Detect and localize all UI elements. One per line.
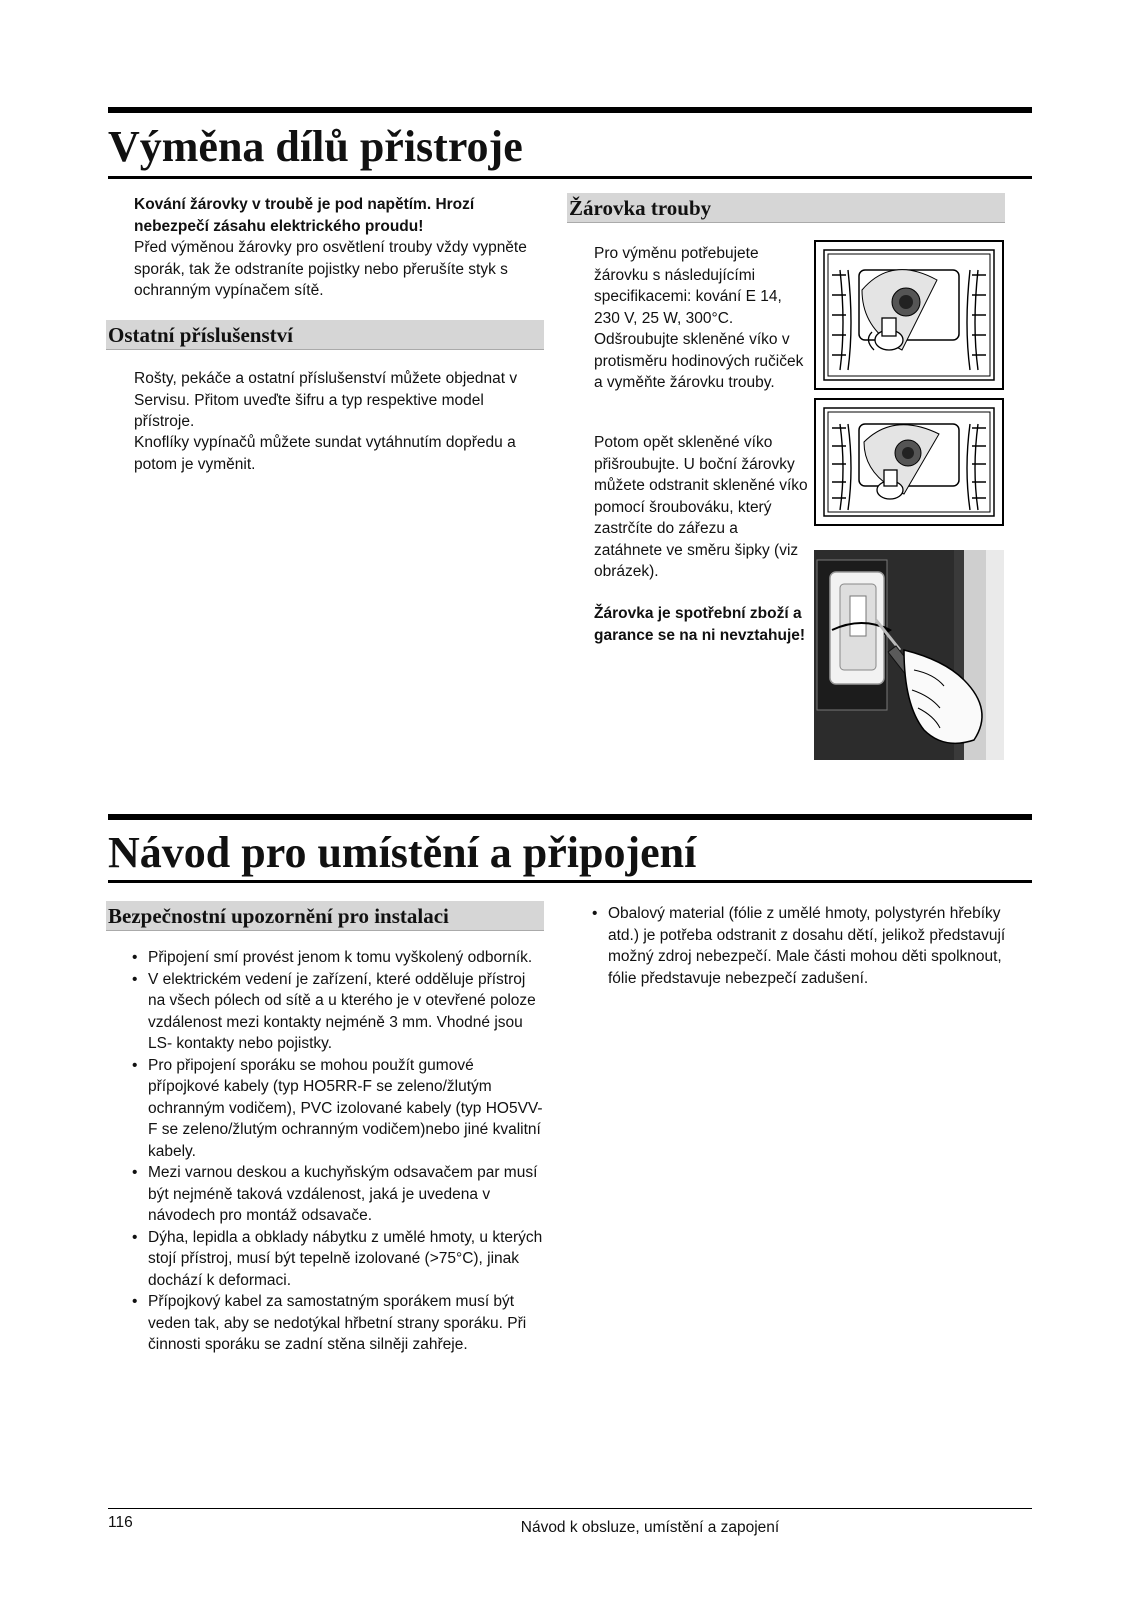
accessories-text-1: Rošty, pekáče a ostatní příslušenství můžete objednat v Servisu. Přitom uveďte šifru a typ respektive model přístroje. bbox=[134, 370, 518, 430]
list-item: • Mezi varnou deskou a kuchyňským odsavačem par musí být nejméně taková vzdálenost, jaká je uvedena v návodech pro montáž odsavače. bbox=[132, 1162, 544, 1227]
list-item: • V elektrickém vedení je zařízení, které odděluje přístroj na všech pólech od sítě a u kterého je v otevřené poloze vzdálenost mezi kontakty nejméně 3 mm. Vhodné jsou LS- kontakty nebo pojistky. bbox=[132, 969, 544, 1055]
oven-rear-bulb-illustration bbox=[814, 240, 1004, 390]
title-rule-bottom-2 bbox=[108, 880, 1032, 883]
list-item: • Přípojkový kabel za samostatným sporákem musí být veden tak, aby se nedotýkal hřbetní strany sporáku. Při činnosti sporáku se zadní stěna silněji zahřeje. bbox=[132, 1291, 544, 1356]
safety-list-right bbox=[592, 903, 1006, 989]
section-heading-accessories: Ostatní příslušenství bbox=[106, 320, 544, 350]
bulb-warning-text: Před výměnou žárovky pro osvětlení trouby vždy vypněte sporák, tak že odstraníte pojistky nebo přerušíte styk s ochranným vypínačem sítě. bbox=[134, 239, 527, 299]
page-title: Výměna dílů přistroje bbox=[108, 122, 523, 171]
bulb-instructions: Pro výměnu potřebujete žárovku s následujícími specifikacemi: kování E 14, 230 V, 25 W, 300°C. Odšroubujte skleněné víko v protisměru hodinových ručiček a vyměňte žárovku trouby. bbox=[594, 245, 804, 391]
accessories-text-2: Knoflíky vypínačů můžete sundat vytáhnutím dopředu a potom je vyměnit. bbox=[134, 434, 516, 473]
list-item: • Dýha, lepidla a obklady nábytku z umělé hmoty, u kterých stojí přístroj, musí být tepelně izolované (>75°C), jinak dochází k deformaci. bbox=[132, 1227, 544, 1292]
title-rule-top-2 bbox=[108, 814, 1032, 820]
safety-list bbox=[132, 947, 544, 1356]
title-rule-top bbox=[108, 107, 1032, 113]
bulb-guarantee-note: Žárovka je spotřební zboží a garance se na ni nevztahuje! bbox=[594, 605, 806, 644]
oven-side-bulb-illustration bbox=[814, 398, 1004, 526]
page-number: 116 bbox=[108, 1514, 133, 1531]
bulb-instructions-2: Potom opět skleněné víko přišroubujte. U boční žárovky můžete odstranit skleněné víko pomocí šroubováku, který zastrčíte do zářezu a zatáhnete ve směru šipky (viz obrázek). bbox=[594, 434, 808, 580]
screwdriver-cover-removal-illustration bbox=[814, 550, 1004, 760]
bulb-warning: Kování žárovky v troubě je pod napětím. Hrozí nebezpečí zásahu elektrického proudu! bbox=[134, 196, 475, 235]
list-item: • Obalový material (fólie z umělé hmoty, polystyrén hřebíky atd.) je potřeba odstranit z dosahu dětí, jelikož představují možný zdroj nebezpečí. Male části mohou děti spolknout, fólie představuje nebezpečí zadušení. bbox=[592, 903, 1006, 989]
list-item: • Pro připojení sporáku se mohou použít gumové přípojkové kabely (typ HO5RR-F se zeleno/žlutým ochranným vodičem), PVC izolované kabely (typ HO5VV-F se zeleno/žlutým ochranným vodičem)nebo jiné kvalitní kabely. bbox=[132, 1055, 544, 1163]
section-heading-safety: Bezpečnostní upozornění pro instalaci bbox=[106, 901, 544, 931]
footer-title: Návod k obsluze, umístění a zapojení bbox=[520, 1519, 780, 1536]
section-heading-oven-bulb: Žárovka trouby bbox=[567, 193, 1005, 223]
footer-rule bbox=[108, 1508, 1032, 1509]
list-item: • Připojení smí provést jenom k tomu vyškolený odborník. bbox=[132, 947, 544, 969]
title-rule-bottom bbox=[108, 176, 1032, 179]
section-title-installation: Návod pro umístění a připojení bbox=[108, 828, 697, 877]
